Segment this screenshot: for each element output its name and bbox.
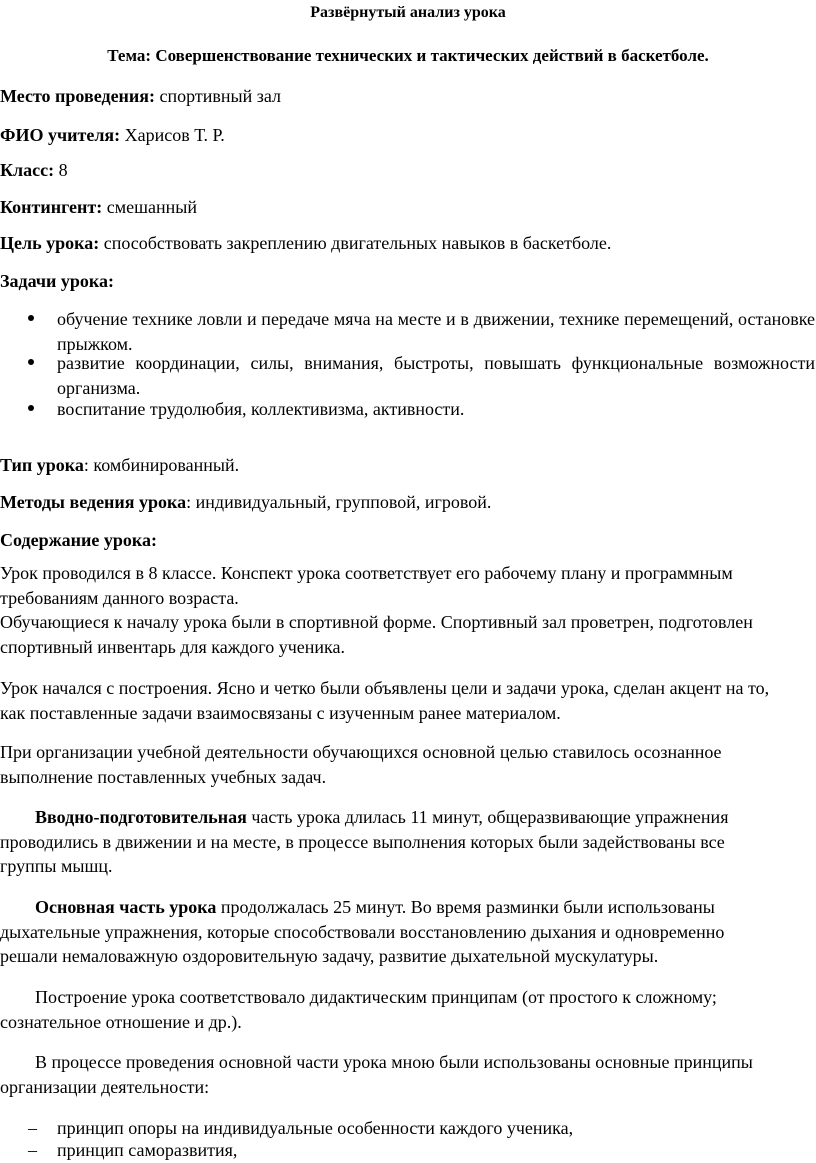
paragraph-line: группы мышц. xyxy=(0,856,113,876)
field-label: Контингент: xyxy=(0,197,103,217)
lesson-type xyxy=(0,455,239,476)
field-value: спортивный зал xyxy=(155,86,282,106)
task-text: развитие координации, силы, внимания, быстроты, повышать функциональные возможности организма. xyxy=(57,353,815,398)
lesson-type-label: Тип урока xyxy=(0,455,84,475)
field-label: Класс: xyxy=(0,160,55,180)
field-label: ФИО учителя: xyxy=(0,125,121,145)
document-title: Развёрнутый анализ урока xyxy=(310,4,506,21)
field-teacher xyxy=(0,125,225,146)
paragraph-text: продолжалась 25 минут. Во время разминки были использованы xyxy=(216,897,715,917)
principle-item xyxy=(0,1140,816,1162)
paragraph-line: организации деятельности: xyxy=(0,1077,210,1097)
principle-text: принцип опоры на индивидуальные особенности каждого ученика, xyxy=(57,1118,574,1138)
paragraph-text: часть урока длилась 11 минут, общеразвивающие упражнения xyxy=(246,807,729,827)
content-heading: Содержание урока: xyxy=(0,530,157,550)
field-label: Цель урока: xyxy=(0,233,100,253)
paragraph-line: требованиям данного возраста. xyxy=(0,588,239,608)
bullet-icon xyxy=(28,359,34,365)
task-text: воспитание трудолюбия, коллективизма, активности. xyxy=(57,399,465,419)
field-class xyxy=(0,160,68,181)
paragraph-line: дыхательные упражнения, которые способствовали восстановлению дыхания и одновременно xyxy=(0,922,725,942)
paragraph-line: сознательное отношение и др.). xyxy=(0,1012,242,1032)
paragraph-line: Урок проводился в 8 классе. Конспект урока соответствует его рабочему плану и программным xyxy=(0,563,733,583)
paragraph-line: Обучающиеся к началу урока были в спортивной форме. Спортивный зал проветрен, подготовлен xyxy=(0,612,753,632)
lesson-topic xyxy=(0,46,816,66)
paragraph-line: выполнение поставленных учебных задач. xyxy=(0,767,327,787)
paragraph-line: как поставленные задачи взаимосвязаны с изученным ранее материалом. xyxy=(0,703,561,723)
lesson-type-value: : комбинированный. xyxy=(83,455,240,475)
paragraph-line xyxy=(35,897,715,918)
intro-part-label: Вводно-подготовительная xyxy=(35,807,247,827)
paragraph-line: Построение урока соответствовало дидактическим принципам (от простого к сложному; xyxy=(35,987,717,1007)
field-venue xyxy=(0,86,281,107)
principle-text: принцип саморазвития, xyxy=(57,1140,238,1160)
lesson-methods xyxy=(0,492,491,513)
topic-label: Тема: xyxy=(107,46,152,65)
main-part-label: Основная часть урока xyxy=(35,897,217,917)
paragraph-line: При организации учебной деятельности обучающихся основной целью ставилось осознанное xyxy=(0,742,722,762)
task-text: обучение технике ловли и передаче мяча на месте и в движении, технике перемещений, остановке прыжком. xyxy=(57,309,815,354)
field-contingent xyxy=(0,197,197,218)
dash-bullet-icon: – xyxy=(28,1118,37,1138)
paragraph-line: решали немаловажную оздоровительную задачу, развитие дыхательной мускулатуры. xyxy=(0,946,659,966)
field-goal xyxy=(0,233,611,254)
paragraph-line: проводились в движении и на месте, в процессе выполнения которых были задействованы все xyxy=(0,832,725,852)
paragraph-line xyxy=(35,807,728,828)
paragraph-line: спортивный инвентарь для каждого ученика. xyxy=(0,637,345,657)
topic-value: Совершенствование технических и тактических действий в баскетболе. xyxy=(155,46,709,65)
field-value: способствовать закреплению двигательных навыков в баскетболе. xyxy=(99,233,612,253)
bullet-icon xyxy=(28,315,34,321)
field-value: 8 xyxy=(54,160,68,180)
field-value: Харисов Т. Р. xyxy=(120,125,225,145)
paragraph-line: Урок начался с построения. Ясно и четко были объявлены цели и задачи урока, сделан акцент на то, xyxy=(0,678,770,698)
bullet-icon xyxy=(28,405,34,411)
principle-item xyxy=(0,1118,816,1140)
paragraph-line: В процессе проведения основной части урока мною были использованы основные принципы xyxy=(35,1052,753,1072)
field-value: смешанный xyxy=(102,197,197,217)
dash-bullet-icon: – xyxy=(28,1140,37,1160)
tasks-heading: Задачи урока: xyxy=(0,271,115,291)
field-label: Место проведения: xyxy=(0,86,156,106)
methods-value: : индивидуальный, групповой, игровой. xyxy=(186,492,492,512)
methods-label: Методы ведения урока xyxy=(0,492,187,512)
